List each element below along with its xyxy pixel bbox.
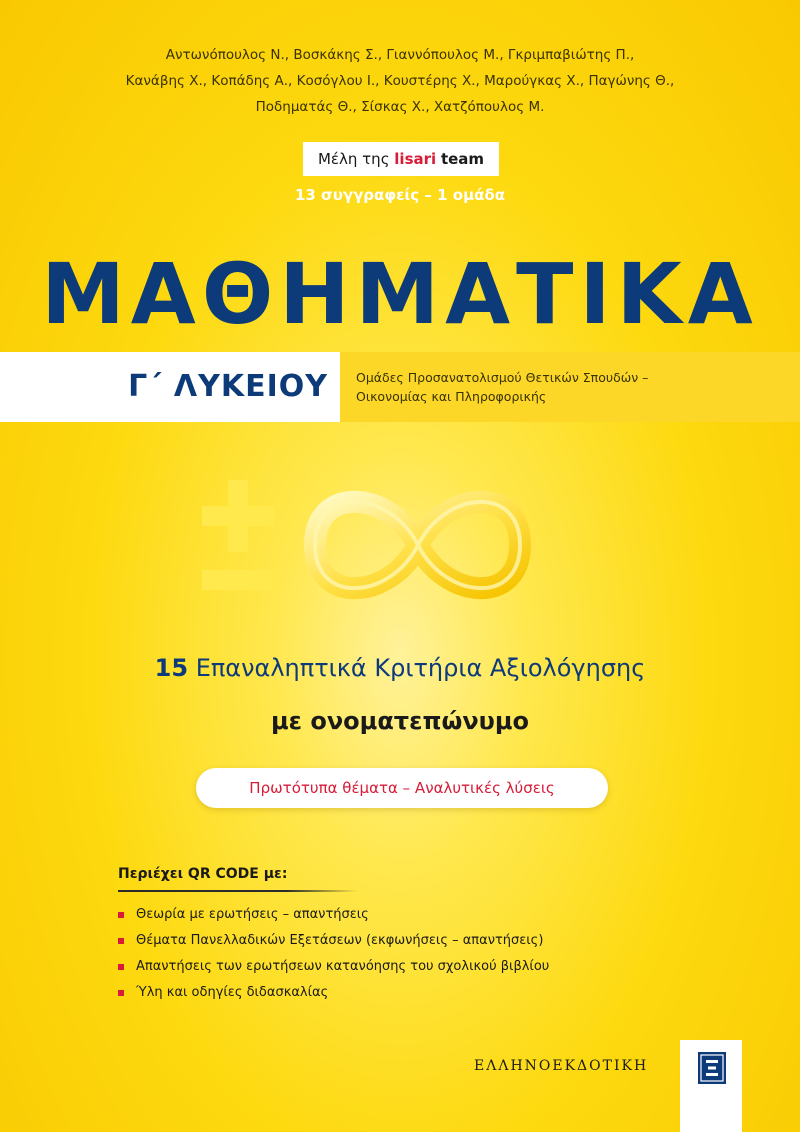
list-item: Θεωρία με ερωτήσεις – απαντήσεις	[118, 906, 549, 932]
team-badge	[303, 142, 499, 176]
authors-line-3: Ποδηματάς Θ., Σίσκας Χ., Χατζόπουλος Μ.	[255, 99, 545, 115]
grade-desc-line-1: Ομάδες Προσανατολισμού Θετικών Σπουδών –	[356, 370, 649, 385]
list-item: Απαντήσεις των ερωτήσεων κατανόησης του σχολικού βιβλίου	[118, 958, 549, 984]
publisher-logo-icon	[698, 1052, 726, 1084]
grade-description	[356, 368, 648, 406]
plus-minus-infinity-icon	[190, 470, 630, 620]
plus-minus-icon	[202, 480, 274, 590]
authors-list	[0, 42, 800, 120]
headline-number: 15	[154, 654, 189, 682]
qr-features-list	[118, 906, 549, 1010]
authors-line-1: Αντωνόπουλος Ν., Βοσκάκης Σ., Γιαννόπουλος Μ., Γκριμπαβιώτης Π.,	[165, 47, 635, 63]
team-prefix: Μέλη της	[317, 150, 390, 168]
list-item: Θέματα Πανελλαδικών Εξετάσεων (εκφωνήσεις – απαντήσεις)	[118, 932, 549, 958]
qr-divider	[118, 890, 358, 892]
team-suffix: team	[440, 150, 485, 168]
grade-label: Γ΄ ΛΥΚΕΙΟΥ	[128, 369, 328, 404]
qr-title: Περιέχει QR CODE με:	[118, 866, 288, 882]
authors-line-2: Κανάβης Χ., Κοπάδης Α., Κοσόγλου Ι., Κουστέρης Χ., Μαρούγκας Χ., Παγώνης Θ.,	[125, 73, 675, 89]
subheadline: με ονοματεπώνυμο	[270, 707, 530, 735]
features-pill: Πρωτότυπα θέματα – Αναλυτικές λύσεις	[196, 768, 608, 808]
headline-text: Επαναληπτικά Κριτήρια Αξιολόγησης	[195, 654, 646, 682]
grade-desc-line-2: Οικονομίας και Πληροφορικής	[356, 389, 547, 404]
tagline: 13 συγγραφείς – 1 ομάδα	[294, 186, 506, 204]
headline	[0, 654, 800, 682]
publisher-name: ΕΛΛΗΝΟΕΚΔΟΤΙΚΗ	[474, 1058, 649, 1074]
book-title: ΜΑΘΗΜΑΤΙΚΑ	[41, 245, 759, 343]
team-name: lisari	[394, 150, 437, 168]
list-item: Ύλη και οδηγίες διδασκαλίας	[118, 984, 549, 1010]
grade-banner	[0, 352, 800, 422]
